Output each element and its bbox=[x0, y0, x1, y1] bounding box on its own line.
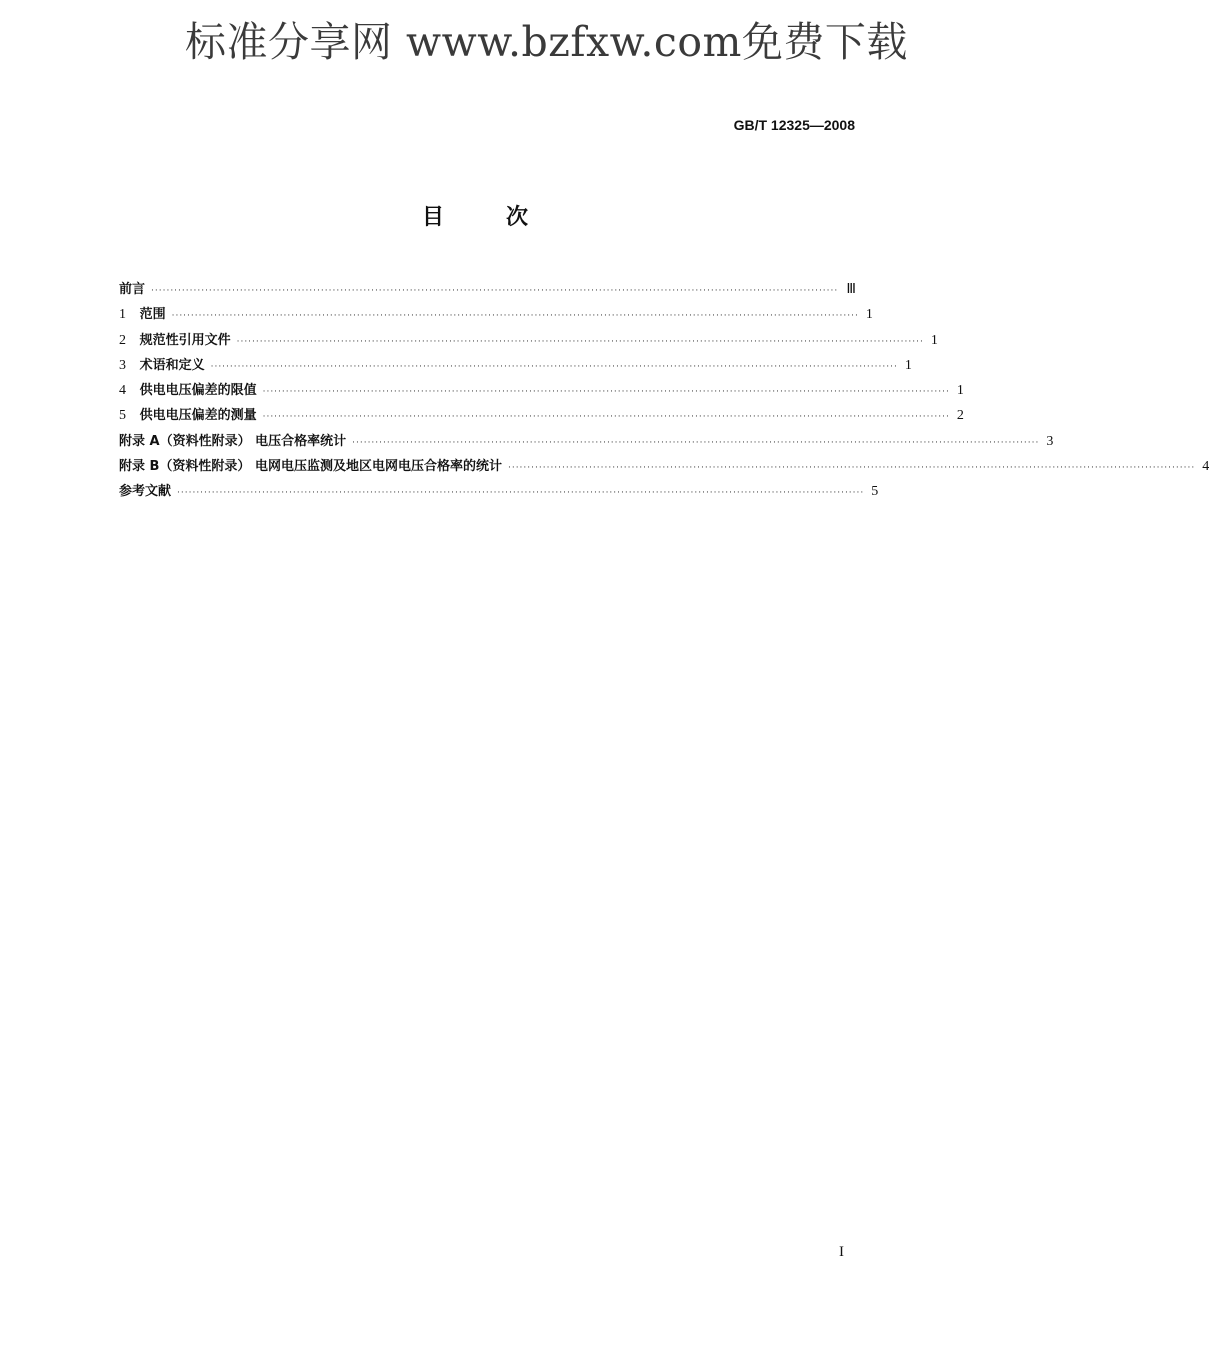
toc-leader-dots: ·················································································································································································· bbox=[171, 311, 859, 322]
toc-leader-dots: ·················································································································································································· bbox=[151, 286, 839, 296]
page-title: 目次 bbox=[421, 205, 590, 230]
toc-item-label: 术语和定义 bbox=[139, 357, 205, 373]
toc-item-number: 5 bbox=[119, 408, 126, 424]
toc-item-number: 3 bbox=[119, 357, 126, 373]
toc-item-label: 附录 A（资料性附录） 电压合格率统计 bbox=[119, 433, 347, 449]
toc-item-label: 供电电压偏差的限值 bbox=[139, 383, 257, 399]
toc-leader-dots: ·················································································································································································· bbox=[262, 387, 950, 398]
toc-item-page: Ⅲ bbox=[846, 282, 856, 297]
toc-item-label: 附录 B（资料性附录） 电网电压监测及地区电网电压合格率的统计 bbox=[119, 459, 502, 475]
toc-item-label: 供电电压偏差的测量 bbox=[139, 408, 257, 424]
toc-item-number: 1 bbox=[119, 307, 126, 323]
toc-item-page: 1 bbox=[904, 357, 912, 373]
toc-item-label: 参考文献 bbox=[119, 484, 172, 500]
toc-item-label: 范围 bbox=[139, 307, 166, 323]
toc-item-label: 规范性引用文件 bbox=[139, 332, 231, 348]
toc-item-deviation-measurement[interactable] bbox=[119, 404, 964, 429]
toc-item-label: 前言 bbox=[119, 282, 146, 297]
toc-leader-dots: ·················································································································································································· bbox=[177, 488, 865, 499]
toc-item-number: 2 bbox=[119, 332, 126, 348]
toc-item-annex-b[interactable] bbox=[119, 455, 1209, 480]
toc-item-normative-references[interactable] bbox=[119, 329, 938, 354]
toc-item-foreword[interactable] bbox=[119, 278, 856, 303]
toc-item-page: 2 bbox=[956, 408, 964, 424]
table-of-contents bbox=[119, 278, 1209, 506]
page-number: I bbox=[839, 1244, 844, 1260]
toc-item-page: 5 bbox=[871, 484, 879, 500]
toc-item-terms-definitions[interactable] bbox=[119, 354, 912, 379]
toc-item-bibliography[interactable] bbox=[119, 480, 879, 505]
toc-item-number: 4 bbox=[119, 383, 126, 399]
toc-item-annex-a[interactable] bbox=[119, 430, 1054, 455]
toc-item-page: 1 bbox=[956, 383, 964, 399]
toc-item-page: 3 bbox=[1046, 433, 1054, 449]
toc-item-page: 4 bbox=[1202, 459, 1209, 475]
toc-item-deviation-limits[interactable] bbox=[119, 379, 964, 404]
toc-leader-dots: ·················································································································································································· bbox=[507, 463, 1196, 474]
toc-leader-dots: ·················································································································································································· bbox=[352, 437, 1040, 448]
toc-leader-dots: ·················································································································································································· bbox=[236, 336, 924, 347]
toc-leader-dots: ·················································································································································································· bbox=[262, 412, 950, 423]
toc-item-page: 1 bbox=[930, 332, 938, 348]
toc-item-scope[interactable] bbox=[119, 303, 873, 328]
toc-item-page: 1 bbox=[865, 307, 873, 323]
toc-leader-dots: ·················································································································································································· bbox=[210, 361, 898, 372]
document-number: GB/T 12325—2008 bbox=[733, 117, 855, 133]
watermark-text: 标准分享网 www.bzfxw.com免费下载 bbox=[185, 18, 908, 66]
